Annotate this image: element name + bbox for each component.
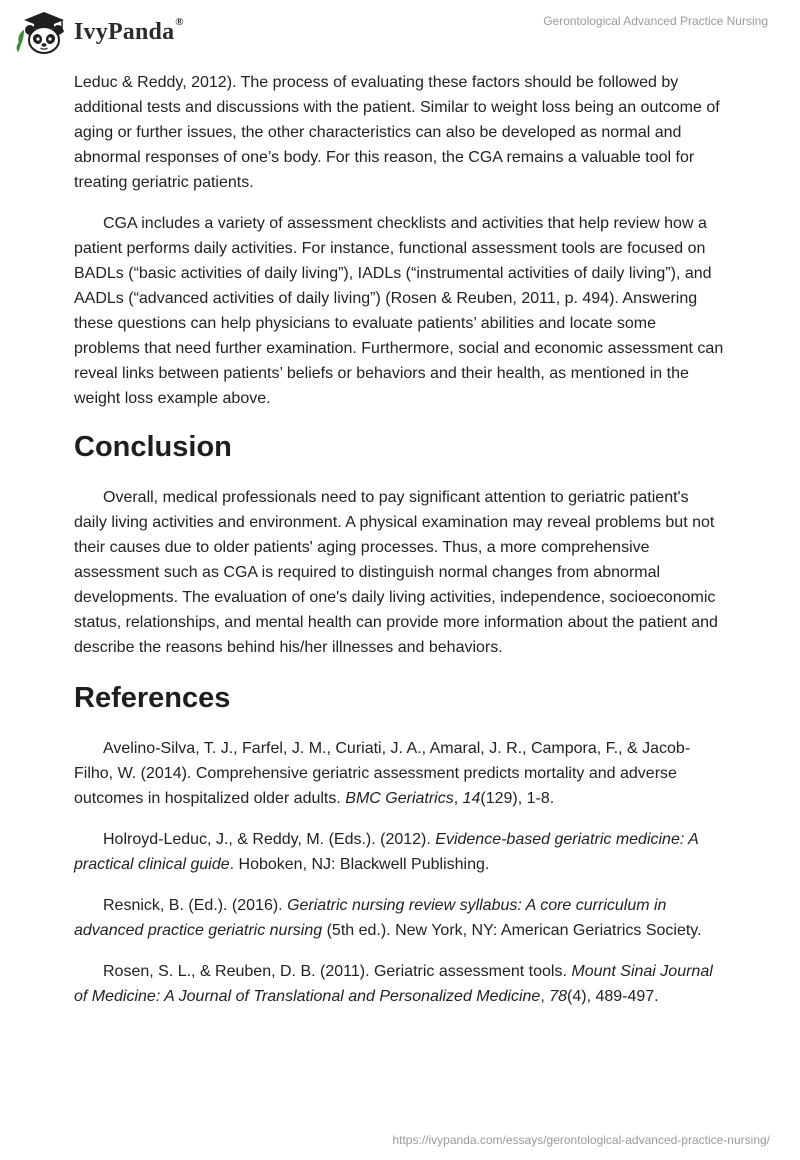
reference-item: Rosen, S. L., & Reuben, D. B. (2011). Geriatric assessment tools. Mount Sinai Journal of Medicine: A Journal of Translational and Personalized Medicine, 78(4), 489-497. <box>74 963 713 1005</box>
essay-content <box>74 70 724 1025</box>
page-header <box>0 0 800 64</box>
body-paragraph-1: Leduc & Reddy, 2012). The process of evaluating these factors should be followed by additional tests and discussions with the patient. Similar to weight loss being an outcome of aging or further issues, the other characteristics can also be developed as normal and abnormal responses of one’s body. For this reason, the CGA remains a valuable tool for treating geriatric patients. <box>74 74 720 191</box>
conclusion-heading: Conclusion <box>74 431 232 463</box>
registered-mark: ® <box>175 15 184 28</box>
references-heading: References <box>74 682 231 714</box>
document-title: Gerontological Advanced Practice Nursing <box>543 14 768 28</box>
reference-item: Holroyd-Leduc, J., & Reddy, M. (Eds.). (2012). Evidence-based geriatric medicine: A practical clinical guide. Hoboken, NJ: Blackwell Publishing. <box>74 831 699 873</box>
ivypanda-logo[interactable] <box>14 8 184 56</box>
body-paragraph-2: CGA includes a variety of assessment checklists and activities that help review how a patient performs daily activities. For instance, functional assessment tools are focused on BADLs (“basic activities of daily living”), IADLs (“instrumental activities of daily living”), and AADLs (“advanced activities of daily living”) (Rosen & Reuben, 2011, p. 494). Answering these questions can help physicians to evaluate patients’ abilities and locate some problems that need further examination. Furthermore, social and economic assessment can reveal links between patients’ beliefs or behaviors and their health, as mentioned in the weight loss example above. <box>74 215 724 407</box>
reference-item: Resnick, B. (Ed.). (2016). Geriatric nursing review syllabus: A core curriculum in advanced practice geriatric nursing (5th ed.). New York, NY: American Geriatrics Society. <box>74 897 702 939</box>
panda-graduate-icon <box>14 8 70 56</box>
conclusion-paragraph: Overall, medical professionals need to pay significant attention to geriatric patient's daily living activities and environment. A physical examination may reveal problems but not their causes due to older patients' aging processes. Thus, a more comprehensive assessment such as CGA is required to distinguish normal changes from abnormal developments. The evaluation of one's daily living activities, independence, socioeconomic status, relationships, and mental health can provide more information about the patient and describe the reasons behind his/her illnesses and behaviors. <box>74 489 718 656</box>
logo-wordmark: IvyPanda® <box>74 15 184 45</box>
source-url-link[interactable]: https://ivypanda.com/essays/gerontological-advanced-practice-nursing/ <box>392 1133 770 1147</box>
reference-item: Avelino-Silva, T. J., Farfel, J. M., Curiati, J. A., Amaral, J. R., Campora, F., & Jacob-Filho, W. (2014). Comprehensive geriatric assessment predicts mortality and adverse outcomes in hospitalized older adults. BMC Geriatrics, 14(129), 1-8. <box>74 740 691 807</box>
